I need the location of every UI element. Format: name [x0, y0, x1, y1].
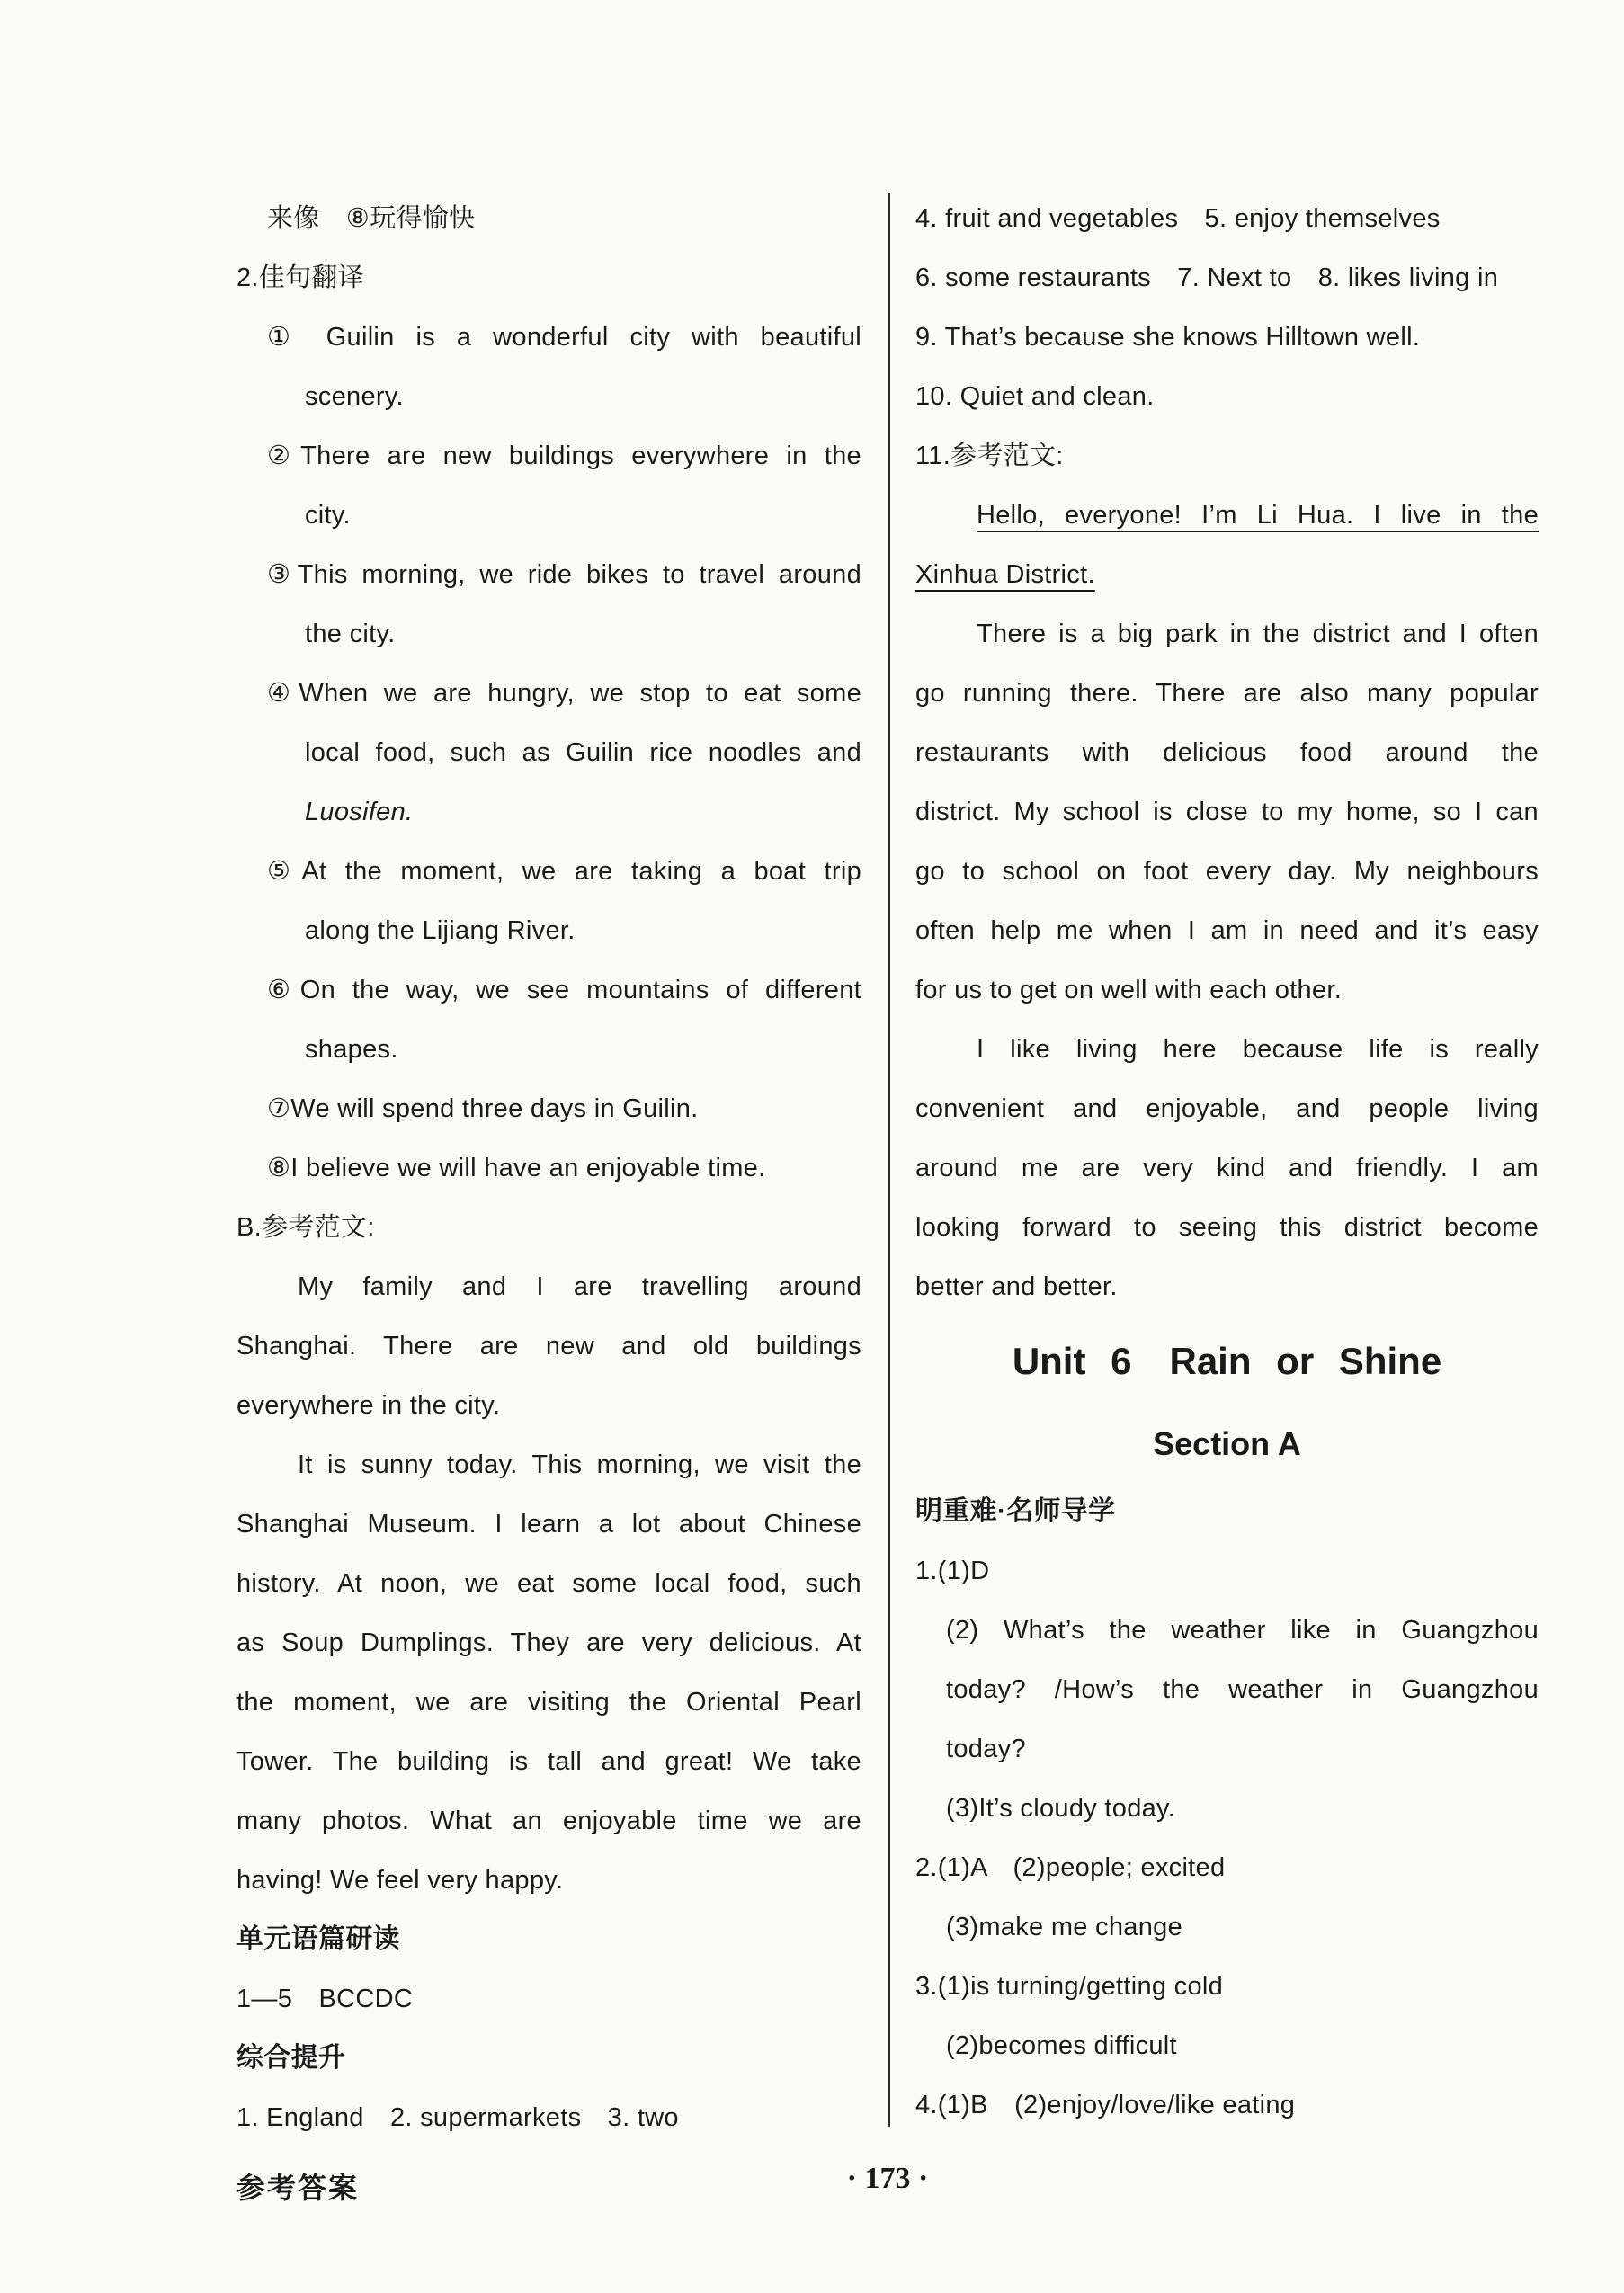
left-line-16: ⑧I believe we will have an enjoyable time.	[267, 1154, 766, 1182]
left-line-22: Shanghai Museum. I learn a lot about Chinese	[236, 1510, 861, 1539]
left-line-9: local food, such as Guilin rice noodles and	[305, 738, 861, 767]
left-line-8: ④When we are hungry, we stop to eat some	[267, 679, 861, 708]
left-line-25: the moment, we are visiting the Oriental Pearl	[236, 1688, 861, 1717]
left-line-24: as Soup Dumplings. They are very delicious. At	[236, 1628, 861, 1657]
left-line-2: ① Guilin is a wonderful city with beautiful	[267, 323, 861, 352]
left-line-13: ⑥On the way, we see mountains of different	[267, 976, 861, 1004]
right-line-13: for us to get on well with each other.	[915, 976, 1343, 1004]
left-line-17: B.参考范文:	[236, 1213, 375, 1242]
right-line-27: 2.(1)A (2)people; excited	[915, 1853, 1226, 1882]
left-line-7: the city.	[305, 620, 396, 648]
right-line-19: Unit 6 Rain or Shine	[1012, 1340, 1442, 1382]
right-line-2: 9. That’s because she knows Hilltown well.	[915, 323, 1421, 352]
left-line-26: Tower. The building is tall and great! We take	[236, 1747, 861, 1776]
right-line-31: 4.(1)B (2)enjoy/love/like eating	[915, 2091, 1296, 2119]
right-line-0: 4. fruit and vegetables 5. enjoy themselves	[915, 204, 1441, 233]
left-line-12: along the Lijiang River.	[305, 916, 576, 945]
left-line-18: My family and I are travelling around	[298, 1272, 861, 1301]
right-line-21: 明重难·名师导学	[915, 1496, 1116, 1526]
page-footer	[236, 2158, 1539, 2212]
left-line-27: many photos. What an enjoyable time we are	[236, 1807, 861, 1835]
right-line-22: 1.(1)D	[915, 1557, 990, 1585]
right-line-1: 6. some restaurants 7. Next to 8. likes living in	[915, 263, 1499, 292]
right-line-15: convenient and enjoyable, and people living	[915, 1094, 1539, 1123]
right-column	[915, 189, 1539, 2135]
left-line-6: ③This morning, we ride bikes to travel around	[267, 560, 861, 589]
right-line-28: (3)make me change	[946, 1913, 1182, 1941]
right-line-16: around me are very kind and friendly. I am	[915, 1154, 1539, 1182]
right-line-24: today? /How’s the weather in Guangzhou	[946, 1675, 1539, 1704]
right-line-11: go to school on foot every day. My neighbours	[915, 857, 1539, 886]
right-line-18: better and better.	[915, 1272, 1118, 1301]
left-line-15: ⑦We will spend three days in Guilin.	[267, 1094, 699, 1123]
page-number: · 173 ·	[846, 2162, 929, 2195]
column-divider	[888, 193, 890, 2127]
left-line-0: 来像 ⑧玩得愉快	[267, 204, 476, 233]
right-line-17: looking forward to seeing this district become	[915, 1213, 1539, 1242]
right-line-12: often help me when I am in need and it’s easy	[915, 916, 1539, 945]
left-line-1: 2.佳句翻译	[236, 263, 364, 292]
right-line-25: today?	[946, 1735, 1026, 1763]
right-line-4: 11.参考范文:	[915, 442, 1064, 470]
left-line-28: having! We feel very happy.	[236, 1866, 564, 1895]
right-line-23: (2) What’s the weather like in Guangzhou	[946, 1616, 1539, 1645]
left-line-31: 综合提升	[236, 2043, 346, 2073]
right-line-9: restaurants with delicious food around the	[915, 738, 1539, 767]
left-line-3: scenery.	[305, 382, 404, 411]
left-line-11: ⑤At the moment, we are taking a boat trip	[267, 857, 861, 886]
left-line-20: everywhere in the city.	[236, 1391, 501, 1420]
right-line-7: There is a big park in the district and I often	[977, 620, 1539, 648]
right-line-30: (2)becomes difficult	[946, 2031, 1177, 2060]
left-line-30: 1—5 BCCDC	[236, 1985, 414, 2013]
left-line-21: It is sunny today. This morning, we visit the	[298, 1450, 861, 1479]
right-line-3: 10. Quiet and clean.	[915, 382, 1155, 411]
right-line-20: Section A	[1153, 1425, 1301, 1462]
right-line-26: (3)It’s cloudy today.	[946, 1794, 1176, 1823]
left-line-19: Shanghai. There are new and old buildings	[236, 1332, 861, 1361]
right-line-5: Hello, everyone! I’m Li Hua. I live in the	[977, 501, 1539, 530]
left-line-29: 单元语篇研读	[236, 1924, 400, 1954]
right-line-14: I like living here because life is really	[977, 1035, 1539, 1064]
left-line-10: Luosifen.	[305, 798, 414, 826]
right-line-8: go running there. There are also many popular	[915, 679, 1539, 708]
left-line-32: 1. England 2. supermarkets 3. two	[236, 2103, 679, 2132]
footer-label: 参考答案	[236, 2171, 360, 2205]
left-line-4: ②There are new buildings everywhere in the	[267, 442, 861, 470]
left-column	[236, 189, 861, 2147]
right-line-6: Xinhua District.	[915, 560, 1095, 589]
left-line-5: city.	[305, 501, 351, 530]
right-line-10: district. My school is close to my home, so I can	[915, 798, 1539, 826]
right-line-29: 3.(1)is turning/getting cold	[915, 1972, 1224, 2001]
left-line-14: shapes.	[305, 1035, 398, 1064]
left-line-23: history. At noon, we eat some local food, such	[236, 1569, 861, 1598]
